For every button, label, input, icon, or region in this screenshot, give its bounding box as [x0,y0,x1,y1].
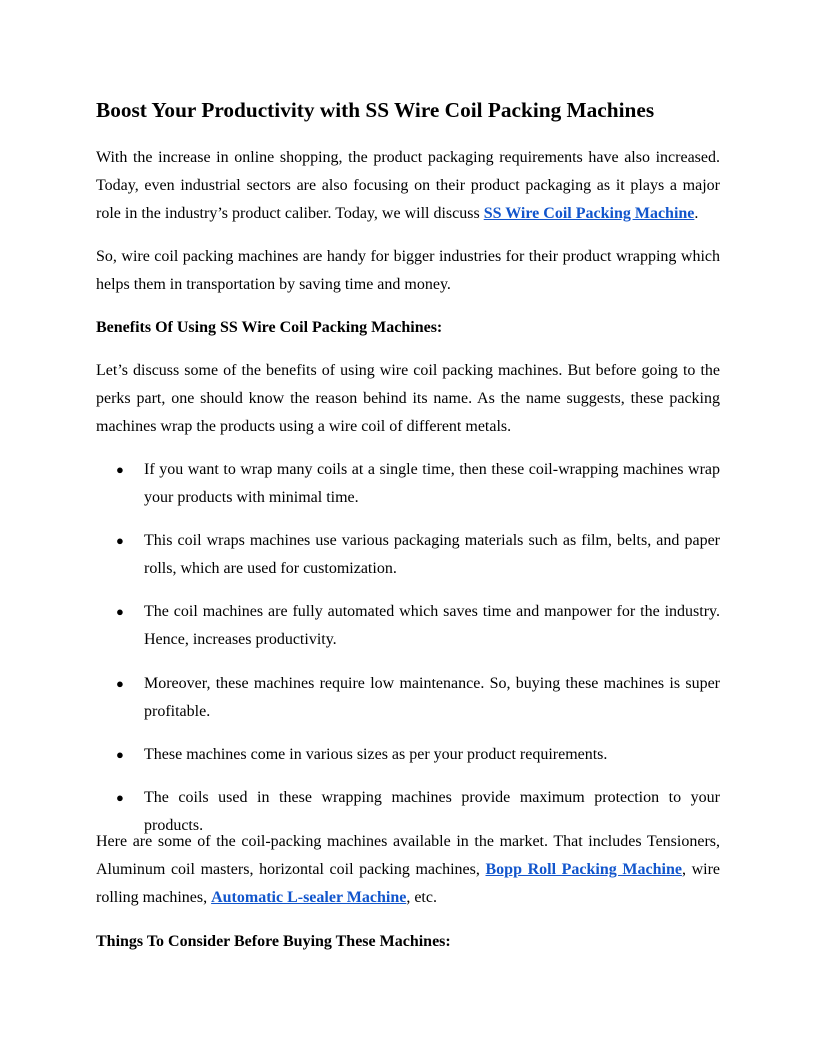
market-paragraph [96,828,720,912]
automatic-l-sealer-machine-link[interactable]: Automatic L-sealer Machine [211,889,407,906]
list-item-text: This coil wraps machines use various packaging materials such as film, belts, and paper rolls, which are used for customization. [144,532,720,577]
bullet-icon: ● [116,604,124,619]
market-text-1: Here are some of the coil-packing machines available in the market. That includes Tensioners, Aluminum coil masters, horizontal coil packing machines, [96,833,720,878]
transport-paragraph: So, wire coil packing machines are handy for bigger industries for their product wrapping which helps them in transportation by saving time and money. [96,248,720,293]
list-item [96,456,720,512]
list-item-text: The coil machines are fully automated which saves time and manpower for the industry. Hence, increases productivity. [144,603,720,648]
bullet-icon: ● [116,533,124,548]
intro-text: With the increase in online shopping, the product packaging requirements have also increased. Today, even industrial sectors are also focusing on their product packaging as it plays a major role in the industry’s product caliber. Today, we will discuss [96,149,720,222]
market-text-2: , wire rolling machines, [96,861,721,906]
benefits-heading: Benefits Of Using SS Wire Coil Packing Machines: [96,319,443,336]
ss-wire-coil-packing-machine-link[interactable]: SS Wire Coil Packing Machine [483,205,695,222]
list-item-text: Moreover, these machines require low maintenance. So, buying these machines is super profitable. [144,675,720,720]
bullet-icon: ● [116,747,124,762]
bopp-roll-packing-machine-link[interactable]: Bopp Roll Packing Machine [485,861,682,878]
list-item [96,598,720,654]
intro-after: . [694,205,699,222]
list-item-text: These machines come in various sizes as per your product requirements. [144,746,608,763]
list-item-text: If you want to wrap many coils at a single time, then these coil-wrapping machines wrap your products with minimal time. [144,461,720,506]
list-item [96,670,720,726]
bullet-icon: ● [116,790,124,805]
consider-heading: Things To Consider Before Buying These Machines: [96,933,451,950]
list-item [96,741,720,769]
benefits-intro-paragraph: Let’s discuss some of the benefits of using wire coil packing machines. But before going to the perks part, one should know the reason behind its name. As the name suggests, these packing machines wrap the products using a wire coil of different metals. [96,362,720,435]
page-title: Boost Your Productivity with SS Wire Coil Packing Machines [96,98,655,122]
intro-paragraph [96,144,720,228]
market-text-3: , etc. [406,889,437,906]
bullet-icon: ● [116,676,124,691]
list-item-text: The coils used in these wrapping machines provide maximum protection to your products. [144,789,720,834]
list-item [96,527,720,583]
bullet-icon: ● [116,462,124,477]
